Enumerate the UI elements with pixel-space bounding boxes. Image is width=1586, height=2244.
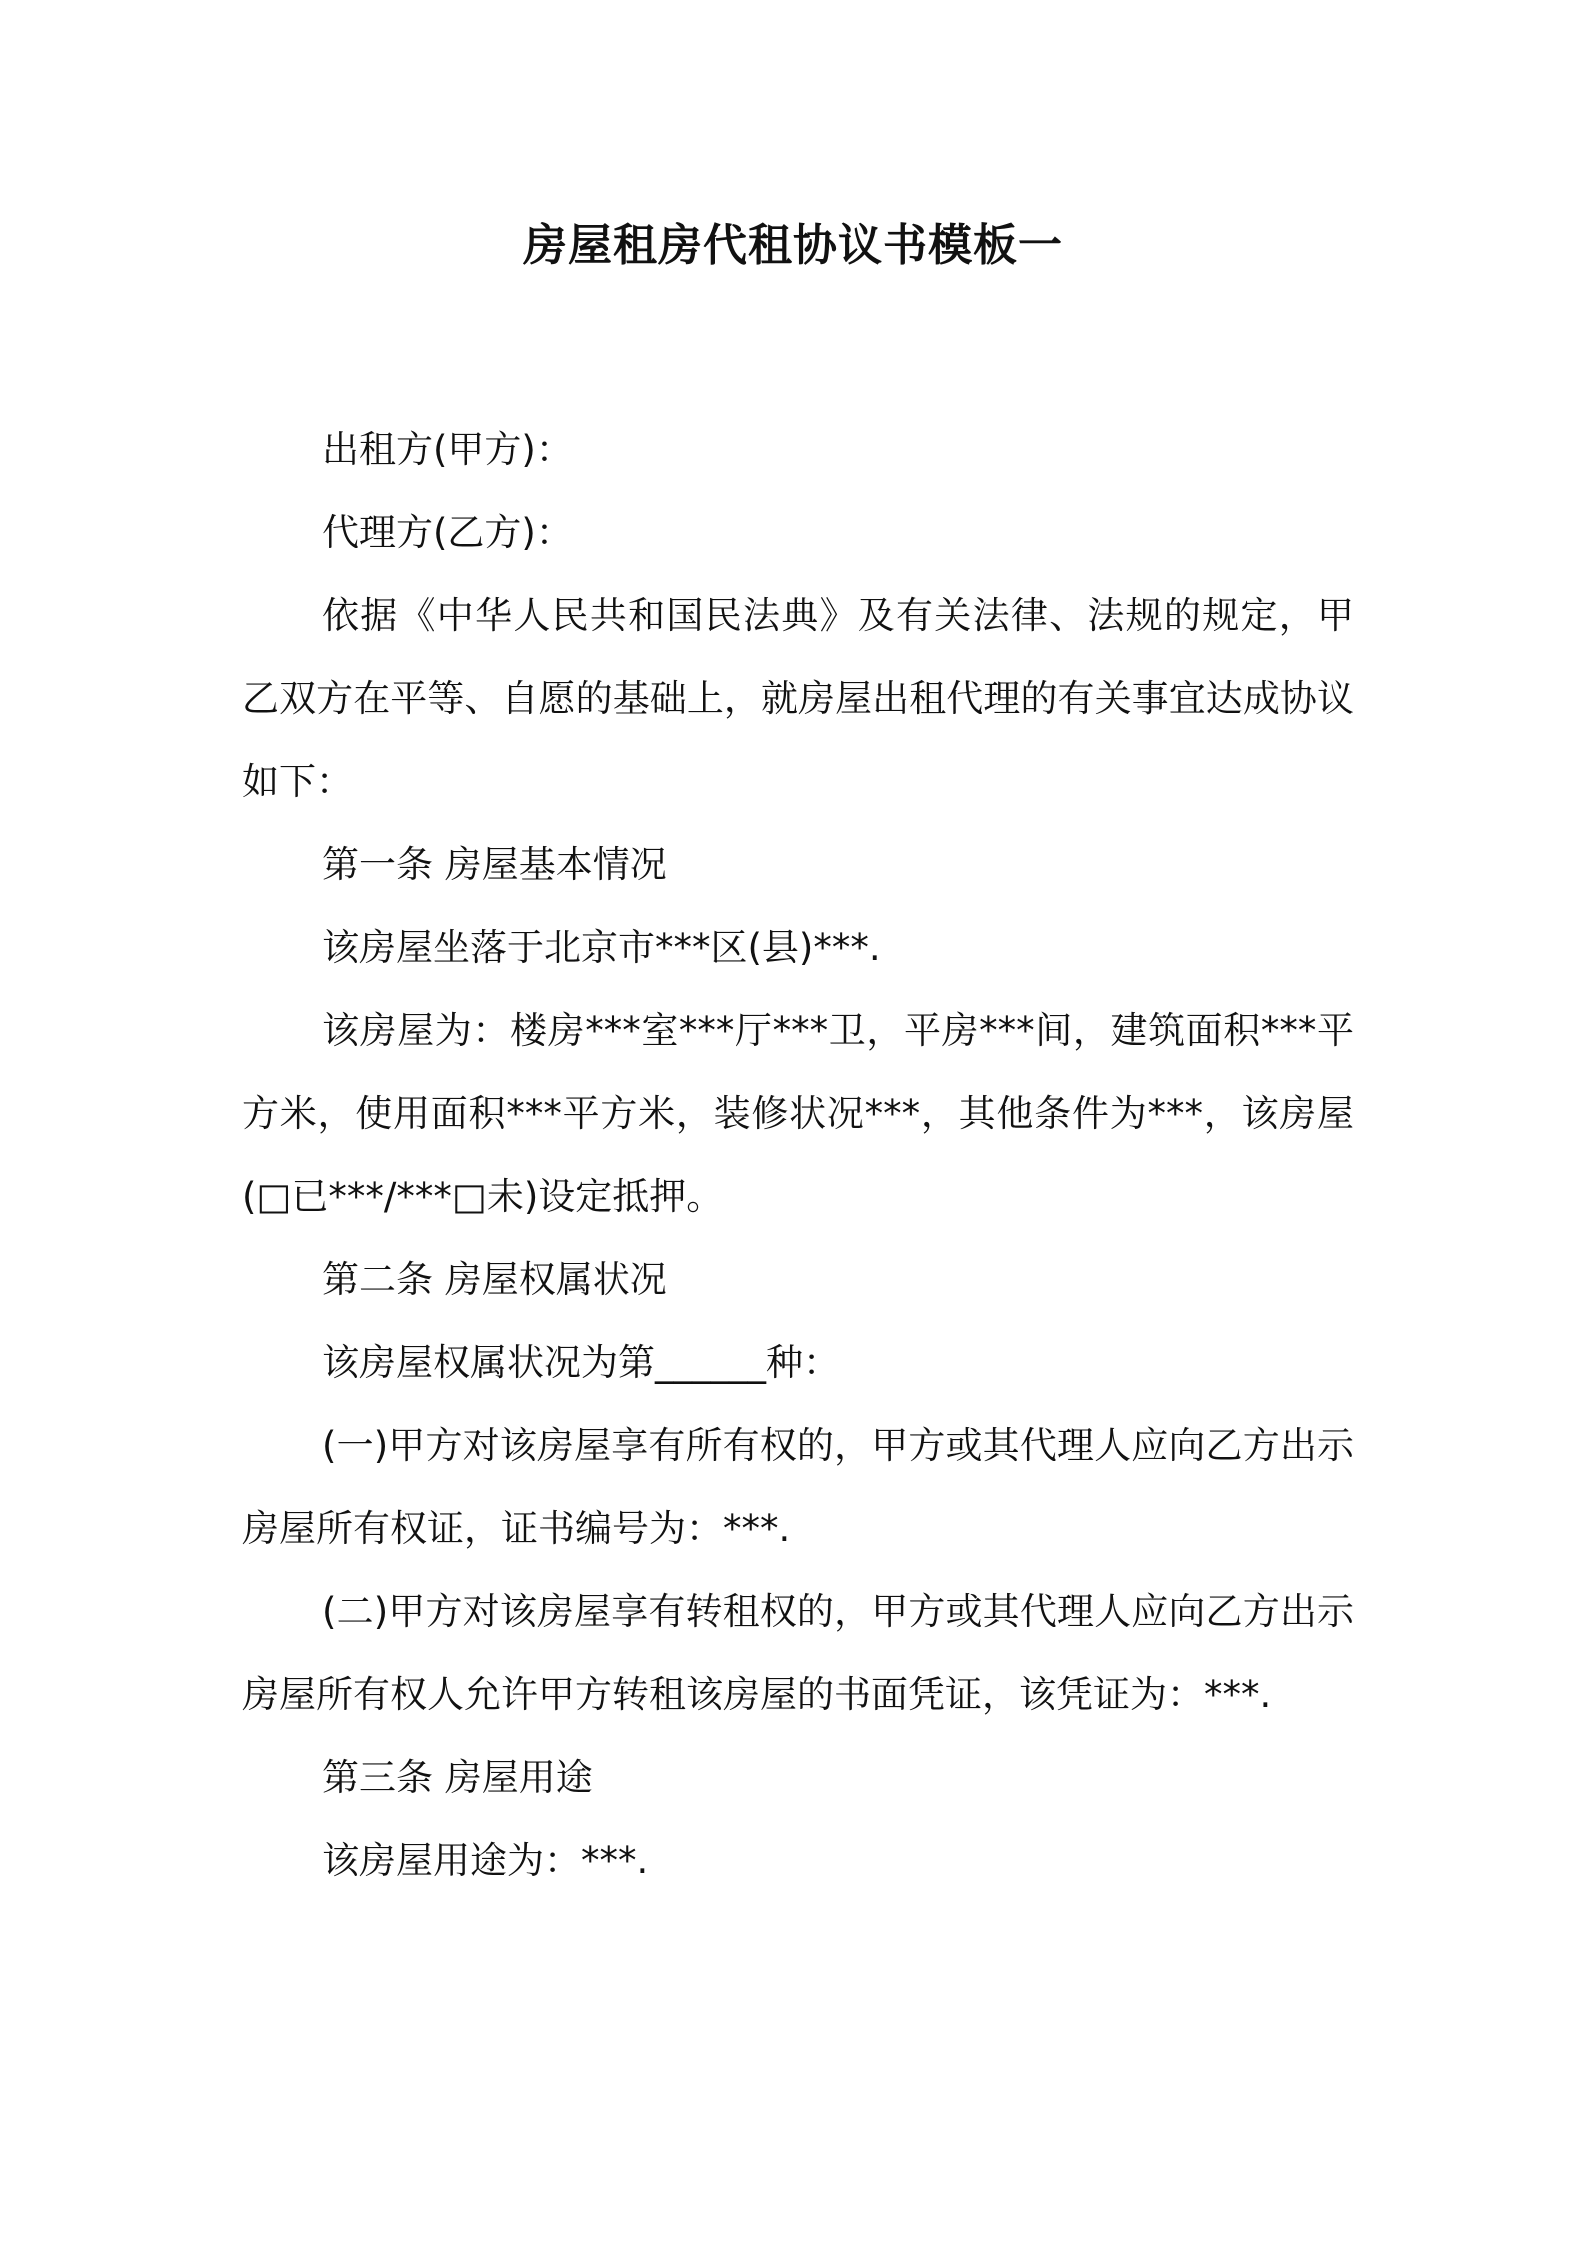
ownership-option-1-paragraph: (一)甲方对该房屋享有所有权的，甲方或其代理人应向乙方出示房屋所有权证，证书编号为：***. xyxy=(242,1424,1354,1550)
article-3-heading: 第三条 房屋用途 xyxy=(322,1756,593,1799)
property-location-paragraph: 该房屋坐落于北京市***区(县)***. xyxy=(322,926,881,969)
property-use-paragraph: 该房屋用途为：***. xyxy=(322,1839,649,1882)
property-details-paragraph: 该房屋为：楼房***室***厅***卫，平房***间，建筑面积***平方米，使用面积***平方米，装修状况***，其他条件为***，该房屋(□已***/***□未)设定抵押。 xyxy=(242,1009,1354,1218)
preamble-paragraph: 依据《中华人民共和国民法典》及有关法律、法规的规定，甲乙双方在平等、自愿的基础上，就房屋出租代理的有关事宜达成协议如下： xyxy=(242,594,1354,803)
article-1-heading: 第一条 房屋基本情况 xyxy=(322,843,667,886)
lessor-party-line: 出租方(甲方)： xyxy=(322,428,573,471)
document-body xyxy=(242,408,1354,1902)
ownership-option-2-paragraph: (二)甲方对该房屋享有转租权的，甲方或其代理人应向乙方出示房屋所有权人允许甲方转租该房屋的书面凭证，该凭证为：***. xyxy=(242,1590,1354,1716)
agent-party-line: 代理方(乙方)： xyxy=(322,511,573,554)
document-title: 房屋租房代租协议书模板一 xyxy=(523,220,1063,271)
ownership-type-paragraph: 该房屋权属状况为第______种： xyxy=(322,1341,840,1384)
article-2-heading: 第二条 房屋权属状况 xyxy=(322,1258,667,1301)
